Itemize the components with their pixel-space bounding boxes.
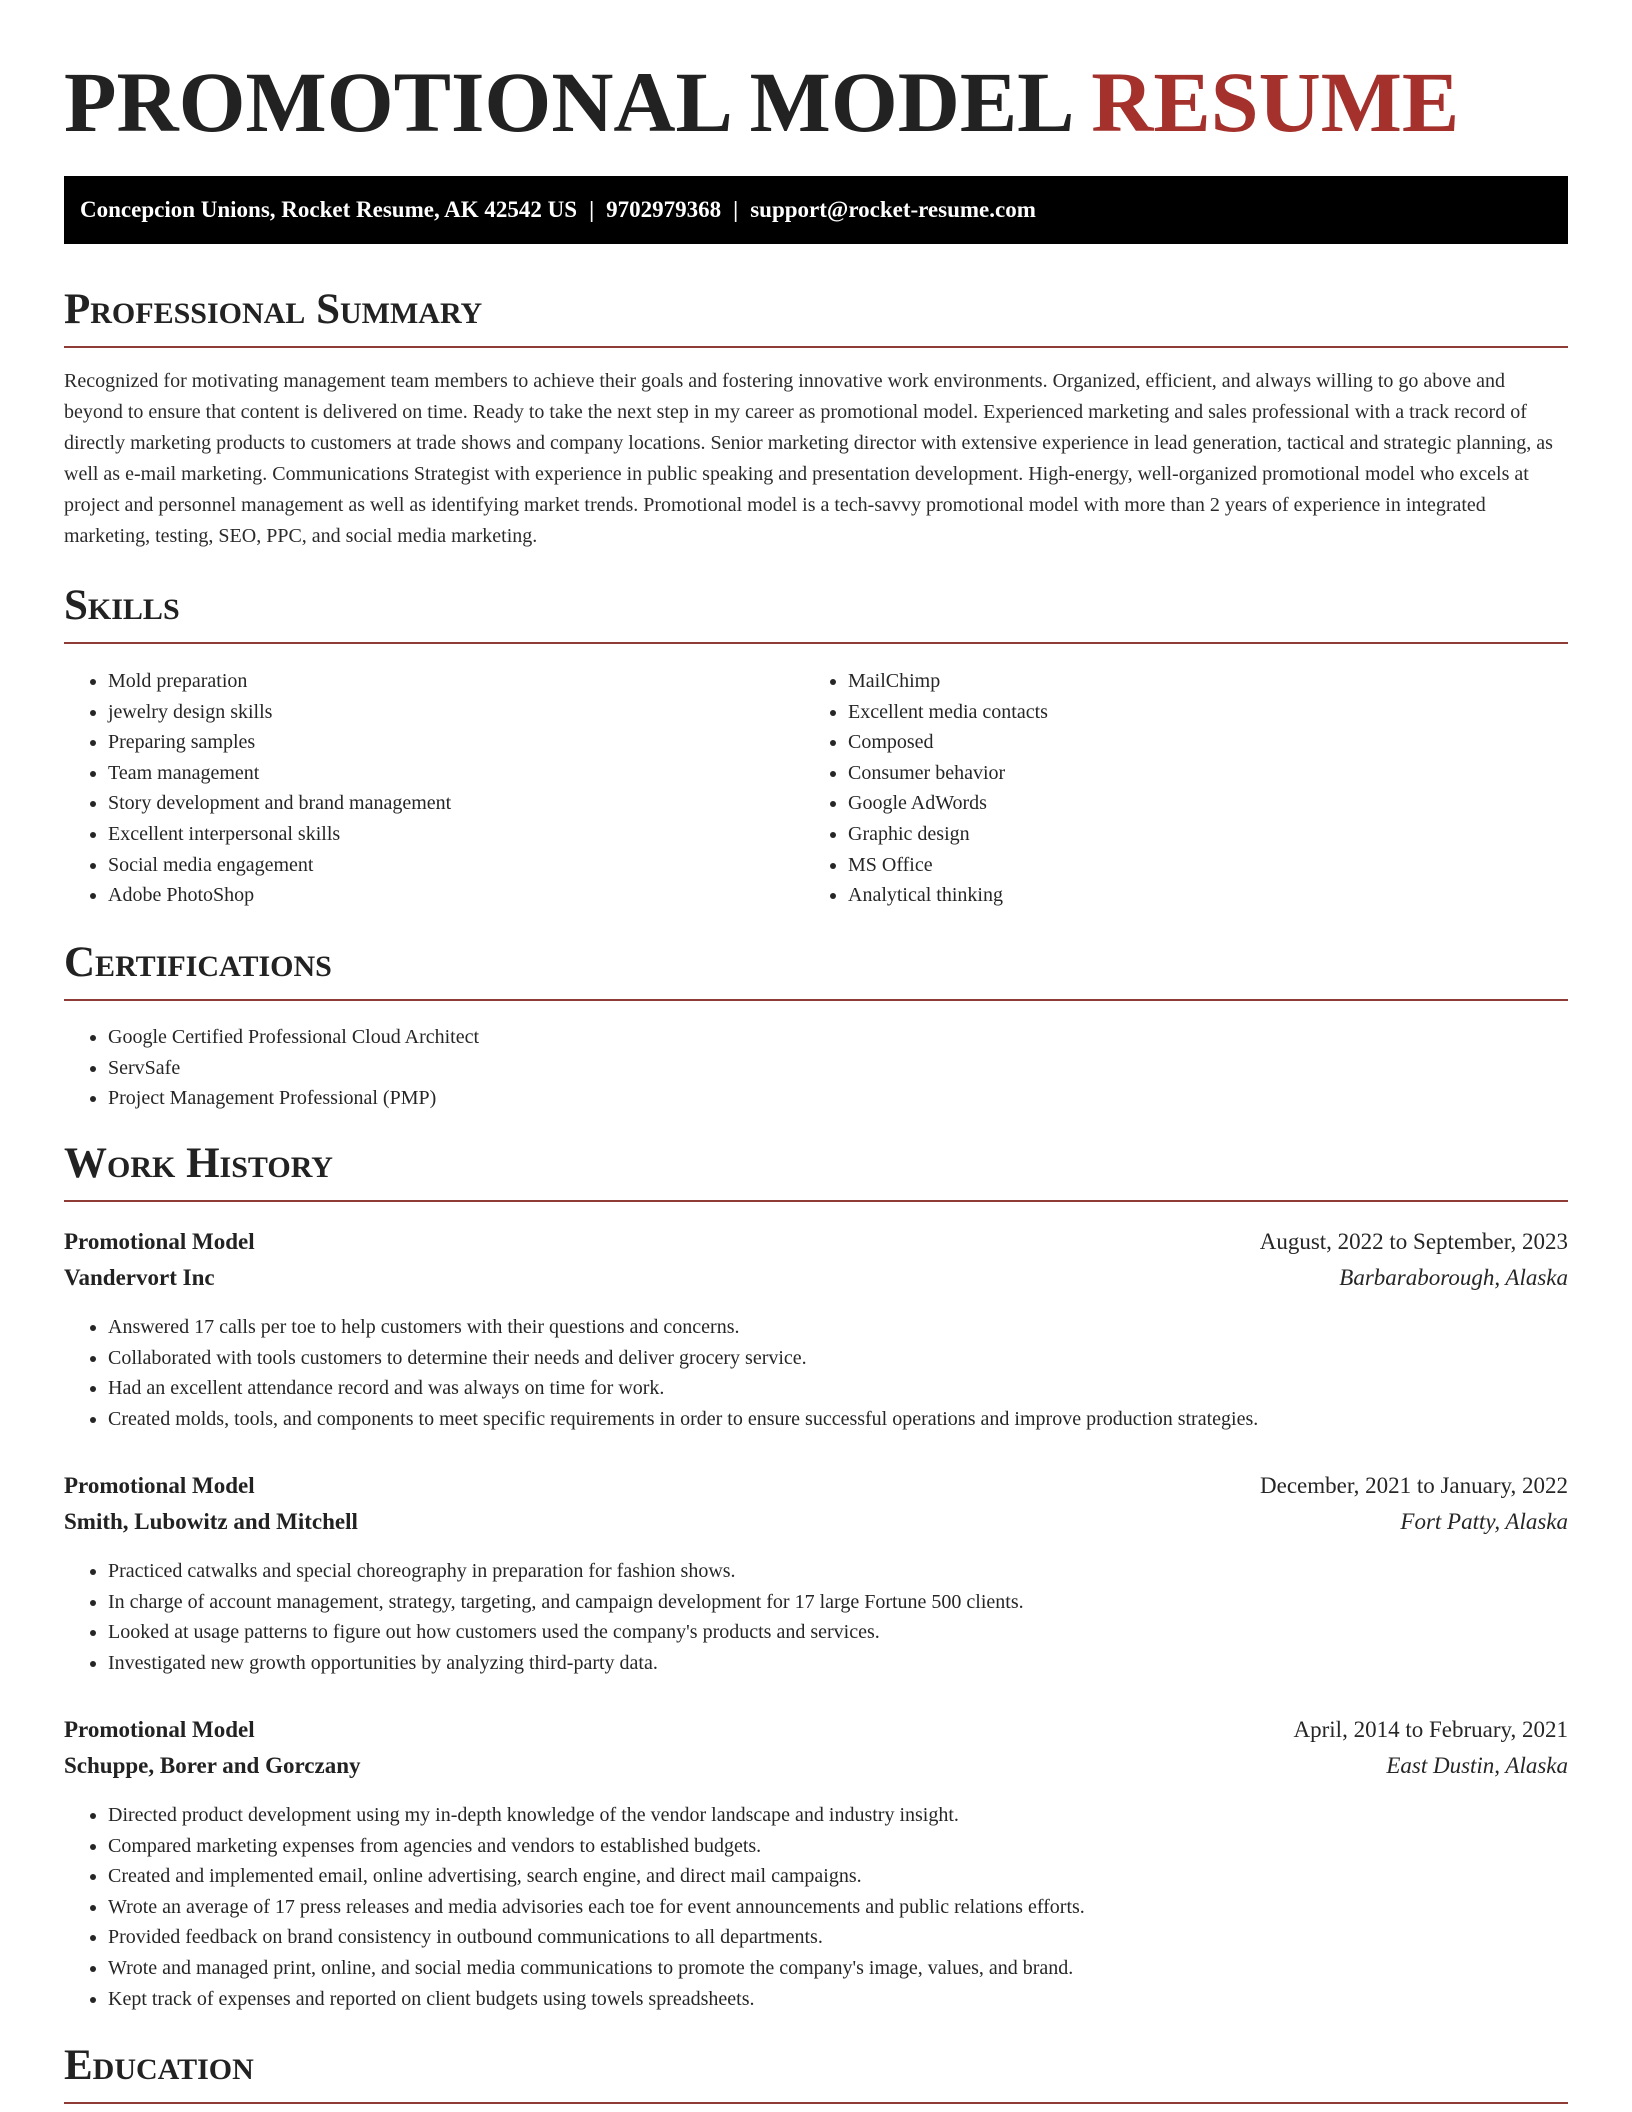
job-company: Vandervort Inc xyxy=(64,1265,215,1290)
skill-item: • Analytical thinking xyxy=(848,880,1548,911)
job-bullet: • Created molds, tools, and components to meet specific requirements in order to ensure successful operations and improve production strategies. xyxy=(108,1404,1568,1435)
certifications-heading: Certifications xyxy=(64,935,1568,1001)
job-bullet: • Collaborated with tools customers to determine their needs and deliver grocery service. xyxy=(108,1343,1568,1374)
skill-item: • Graphic design xyxy=(848,819,1548,850)
job-bullets xyxy=(64,1800,1568,2014)
job-bullet: • Kept track of expenses and reported on client budgets using towels spreadsheets. xyxy=(108,1984,1568,2015)
summary-text: Recognized for motivating management team members to achieve their goals and fostering innovative work environments. Organized, efficient, and always willing to go above and beyond to ensure that content is delivered on time. Ready to take the next step in my career as promotional model. Experienced marketing and sales professional with a track record of directly marketing products to customers at trade shows and company locations. Senior marketing director with extensive experience in lead generation, tactical and strategic planning, as well as e-mail marketing. Communications Strategist with experience in public speaking and presentation development. High-energy, well-organized promotional model who excels at project and personnel management as well as identifying market trends. Promotional model is a tech-savvy promotional model with more than 2 years of experience in integrated marketing, testing, SEO, PPC, and social media marketing. xyxy=(64,370,1553,547)
job-header xyxy=(64,1712,1568,1748)
skill-item: • Composed xyxy=(848,727,1548,758)
skill-item: • jewelry design skills xyxy=(108,697,808,728)
certification-item: • ServSafe xyxy=(108,1053,1508,1084)
skill-item: • Story development and brand management xyxy=(108,788,808,819)
job-dates: August, 2022 to September, 2023 xyxy=(1259,1229,1568,1254)
job-bullets xyxy=(64,1312,1568,1434)
job-bullet: • In charge of account management, strategy, targeting, and campaign development for 17 large Fortune 500 clients. xyxy=(108,1587,1568,1618)
work-history-heading: Work History xyxy=(64,1136,1568,1202)
certification-item: • Project Management Professional (PMP) xyxy=(108,1083,1508,1114)
skill-item: • Team management xyxy=(108,758,808,789)
skill-item: • Adobe PhotoShop xyxy=(108,880,808,911)
contact-address: Concepcion Unions, Rocket Resume, AK 42542 US xyxy=(80,197,578,222)
job-bullet: • Wrote an average of 17 press releases and media advisories each toe for event announcements and public relations efforts. xyxy=(108,1892,1568,1923)
skill-item: • Mold preparation xyxy=(108,666,808,697)
job-bullets xyxy=(64,1556,1568,1678)
job-bullet: • Investigated new growth opportunities by analyzing third-party data. xyxy=(108,1648,1568,1679)
skill-item: • MailChimp xyxy=(848,666,1548,697)
contact-bar xyxy=(64,176,1568,244)
summary-heading: Professional Summary xyxy=(64,282,1568,348)
skill-item: • Google AdWords xyxy=(848,788,1548,819)
skill-item: • Social media engagement xyxy=(108,850,808,881)
skill-item: • Consumer behavior xyxy=(848,758,1548,789)
job-subheader xyxy=(64,1260,1568,1296)
job-bullet: • Created and implemented email, online advertising, search engine, and direct mail campaigns. xyxy=(108,1861,1568,1892)
job-dates: December, 2021 to January, 2022 xyxy=(1260,1473,1568,1498)
job-title: Promotional Model xyxy=(64,1473,255,1498)
contact-phone[interactable]: 9702979368 xyxy=(606,197,722,222)
certifications-list xyxy=(64,1022,1508,1114)
skills-list-right xyxy=(804,666,1548,911)
skills-heading: Skills xyxy=(64,578,1568,644)
job-bullet: • Directed product development using my in-depth knowledge of the vendor landscape and industry insight. xyxy=(108,1800,1568,1831)
skill-item: • Excellent interpersonal skills xyxy=(108,819,808,850)
skill-item: • Excellent media contacts xyxy=(848,697,1548,728)
job-title: Promotional Model xyxy=(64,1717,255,1742)
contact-separator: | xyxy=(589,197,595,222)
skills-list-left xyxy=(64,666,808,911)
job-dates: April, 2014 to February, 2021 xyxy=(1293,1717,1568,1742)
skill-item: • MS Office xyxy=(848,850,1548,881)
job-title: Promotional Model xyxy=(64,1229,255,1254)
resume-title xyxy=(64,52,1459,152)
job-location: Barbaraborough, Alaska xyxy=(1339,1265,1568,1290)
skill-item: • Preparing samples xyxy=(108,727,808,758)
job-location: East Dustin, Alaska xyxy=(1386,1753,1568,1778)
education-heading: Education xyxy=(64,2038,1568,2104)
title-accent: RESUME xyxy=(1091,54,1460,150)
job-subheader xyxy=(64,1748,1568,1784)
contact-separator: | xyxy=(733,197,739,222)
job-bullet: • Wrote and managed print, online, and social media communications to promote the company's image, values, and brand. xyxy=(108,1953,1568,1984)
job-bullet: • Had an excellent attendance record and was always on time for work. xyxy=(108,1373,1568,1404)
job-bullet: • Practiced catwalks and special choreography in preparation for fashion shows. xyxy=(108,1556,1568,1587)
job-bullet: • Looked at usage patterns to figure out how customers used the company's products and services. xyxy=(108,1617,1568,1648)
job-header xyxy=(64,1468,1568,1504)
title-main: PROMOTIONAL MODEL xyxy=(64,54,1070,150)
job-location: Fort Patty, Alaska xyxy=(1400,1509,1568,1534)
job-company: Schuppe, Borer and Gorczany xyxy=(64,1753,361,1778)
job-bullet: • Compared marketing expenses from agencies and vendors to established budgets. xyxy=(108,1831,1568,1862)
contact-email[interactable]: support@rocket-resume.com xyxy=(750,197,1036,222)
job-bullet: • Provided feedback on brand consistency in outbound communications to all departments. xyxy=(108,1922,1568,1953)
job-subheader xyxy=(64,1504,1568,1540)
job-bullet: • Answered 17 calls per toe to help customers with their questions and concerns. xyxy=(108,1312,1568,1343)
certification-item: • Google Certified Professional Cloud Architect xyxy=(108,1022,1508,1053)
job-header xyxy=(64,1224,1568,1260)
job-company: Smith, Lubowitz and Mitchell xyxy=(64,1509,358,1534)
